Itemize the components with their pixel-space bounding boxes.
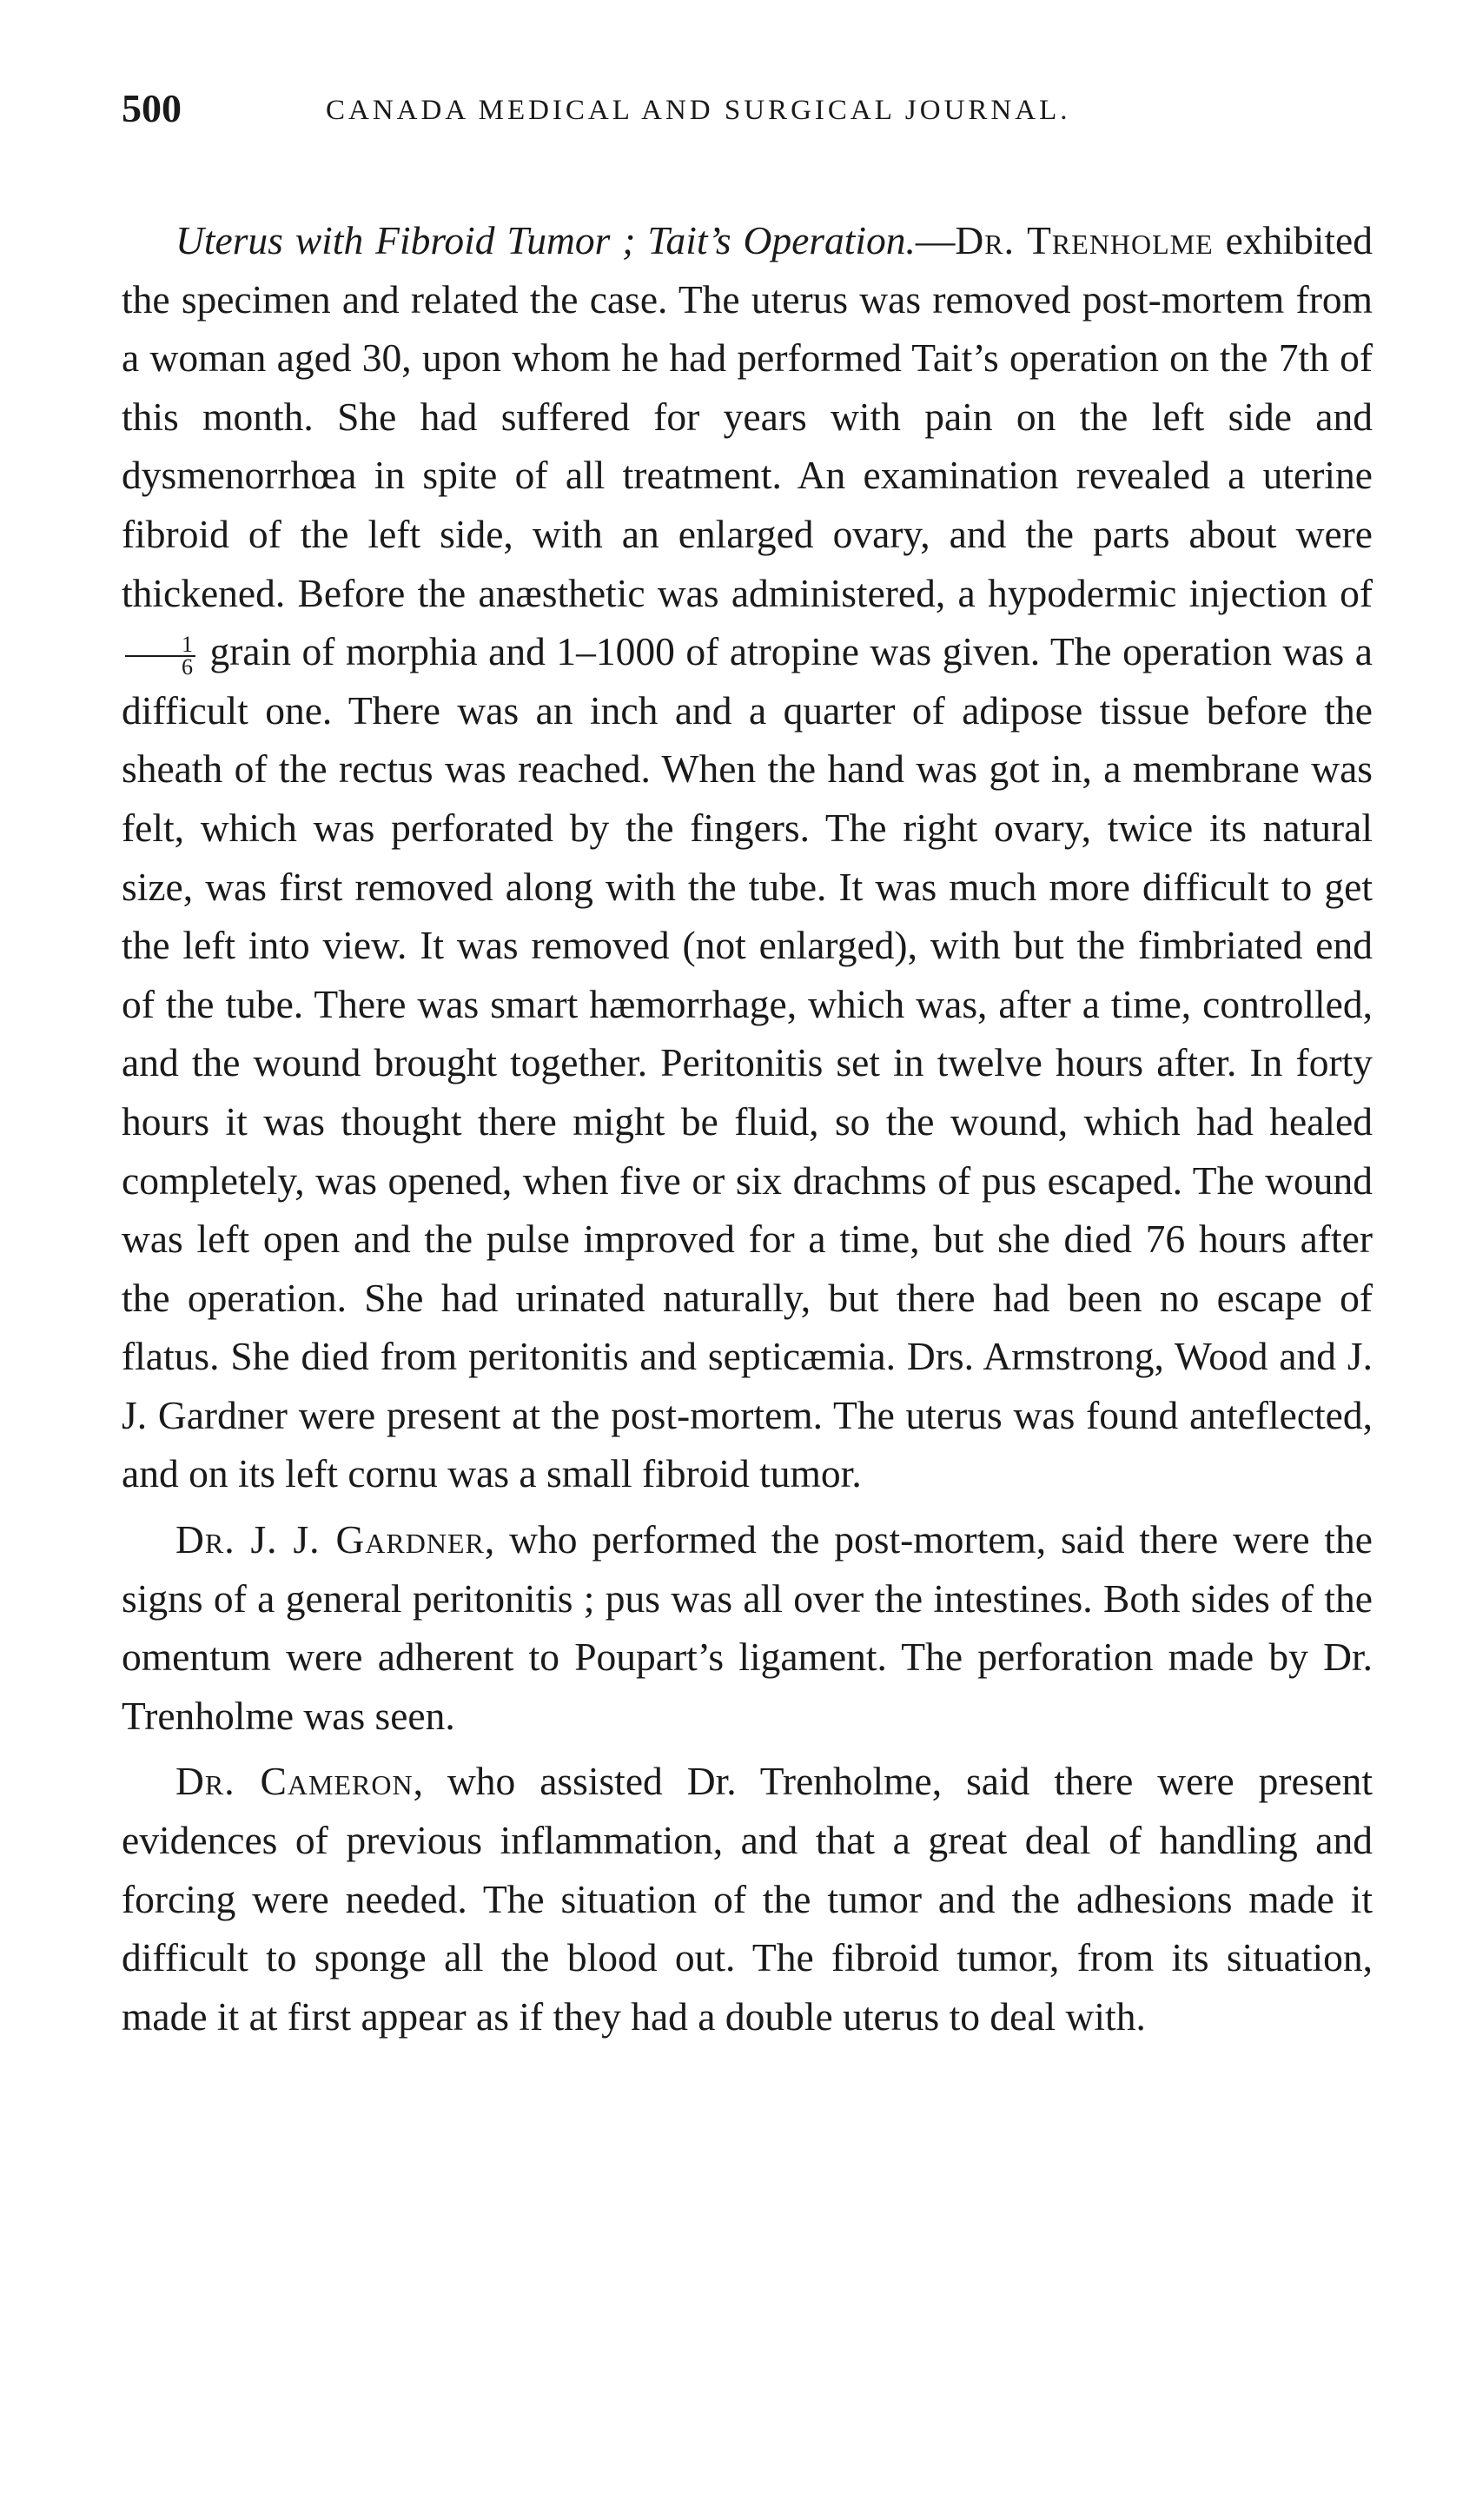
- running-head: [122, 83, 1373, 135]
- heading-dash: —: [915, 218, 956, 262]
- journal-page: [122, 83, 1373, 2052]
- speaker-name: Dr. Trenholme: [955, 218, 1214, 262]
- section-heading: Uterus with Fibroid Tumor ; Tait’s Operation.: [175, 218, 916, 262]
- journal-title: CANADA MEDICAL AND SURGICAL JOURNAL.: [326, 95, 1071, 126]
- paragraph-gardner: [122, 1510, 1373, 1745]
- paragraph-case-report: [122, 211, 1373, 1503]
- page-number: 500: [122, 86, 182, 130]
- article-body: [122, 211, 1373, 2046]
- paragraph-text: , who performed the post-mortem, said there were the signs of a general peritonitis ; pus was all over the intestines. Both sides of the omentum were adherent to Poupart’s ligament. The perforation made by Dr. Trenholme was seen.: [122, 1517, 1373, 1738]
- paragraph-text: , who assisted Dr. Trenholme, said there were present evidences of previous inflammation, and that a great deal of handling and forcing were needed. The situation of the tumor and the adhesions made it difficult to sponge all the blood out. The fibroid tumor, from its situation, made it at first appear as if they had a double uterus to deal with.: [122, 1759, 1373, 2039]
- fraction-denominator: 6: [182, 653, 193, 680]
- paragraph-text-continued: grain of morphia and 1–1000 of atropine was given. The operation was a difficult one. There was an inch and a quarter of adipose tissue before the sheath of the rectus was reached. When the hand was got in, a membrane was felt, which was perforated by the fingers. The right ovary, twice its natural size, was first removed along with the tube. It was much more difficult to get the left into view. It was removed (not enlarged), with but the fimbriated end of the tube. There was smart hæmorrhage, which was, after a time, controlled, and the wound brought together. Peritonitis set in twelve hours after. In forty hours it was thought there might be fluid, so the wound, which had healed completely, was opened, when five or six drachms of pus escaped. The wound was left open and the pulse improved for a time, but she died 76 hours after the operation. She had urinated naturally, but there had been no escape of flatus. She died from peritonitis and septicæmia. Drs. Armstrong, Wood and J. J. Gardner were present at the post-mortem. The uterus was found anteflected, and on its left cornu was a small fibroid tumor.: [122, 629, 1373, 1496]
- paragraph-text: exhibited the specimen and related the case. The uterus was removed post-mortem from a woman aged 30, upon whom he had performed Tait’s operation on the 7th of this month. She had suffered for years with pain on the left side and dysmenorrhœa in spite of all treatment. An examination revealed a uterine fibroid of the left side, with an enlarged ovary, and the parts about were thickened. Before the anæsthetic was administered, a hypodermic injection of: [122, 218, 1373, 615]
- fraction-numerator: 1: [125, 634, 195, 657]
- paragraph-cameron: [122, 1752, 1373, 2046]
- fraction: [125, 631, 195, 680]
- speaker-name: Dr. Cameron: [175, 1759, 414, 1804]
- speaker-name: Dr. J. J. Gardner: [175, 1517, 485, 1562]
